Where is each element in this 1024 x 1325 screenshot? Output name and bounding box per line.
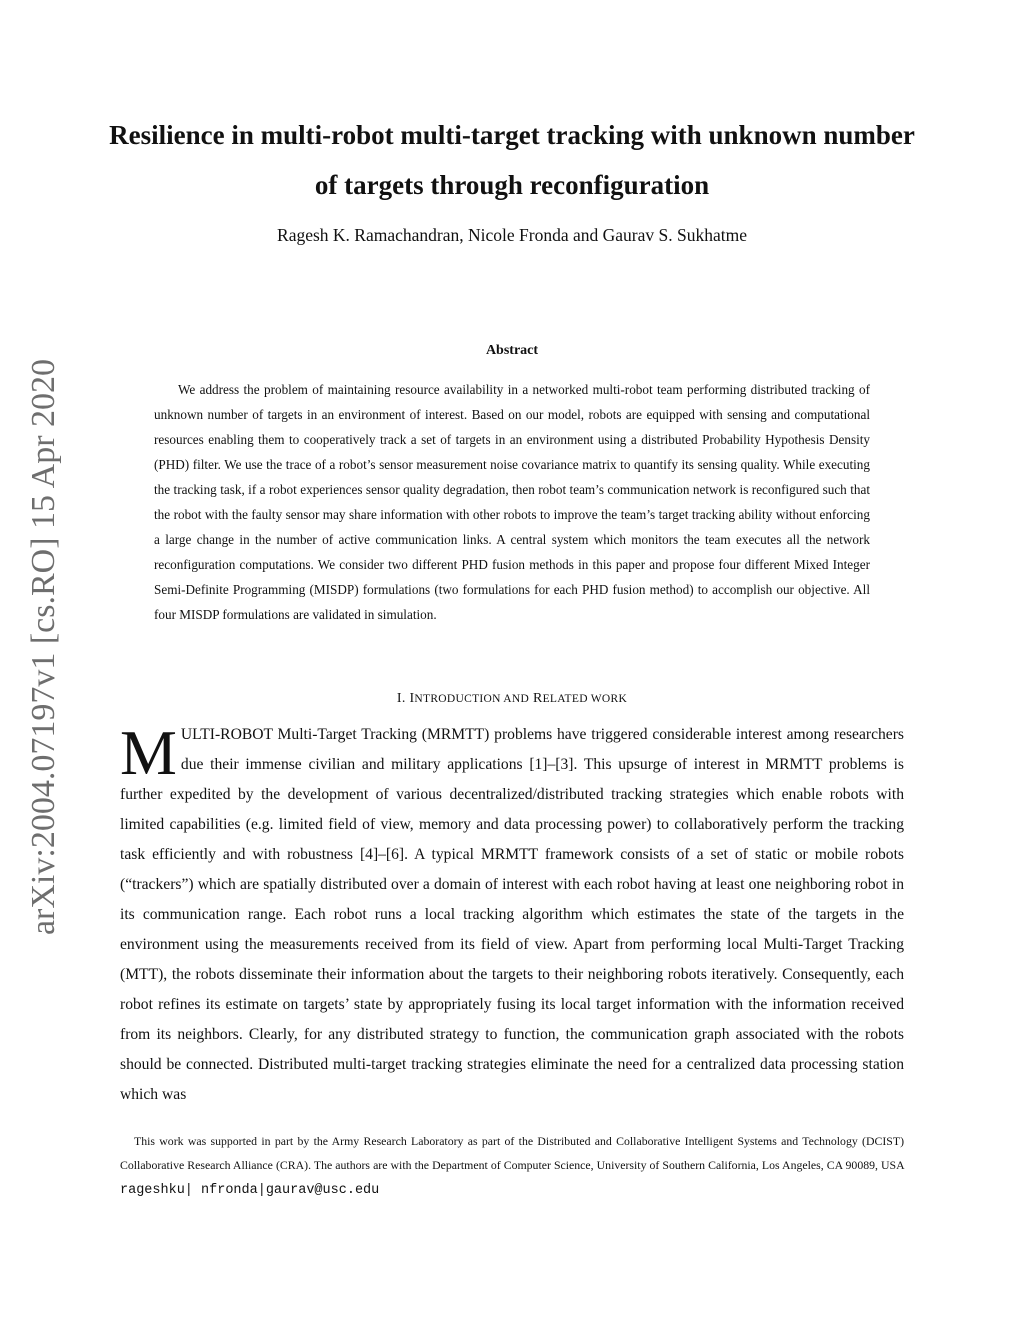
abstract-heading: Abstract [485, 343, 539, 358]
footnote-text: This work was supported in part by the Army Research Laboratory as part of the Distributed and Collaborative Intelligent Systems and Technology (DCIST) Collaborative Research Alliance (CRA). The authors are with the Department of Computer Science, University of Southern California, Los Angeles, CA 90089, USA [120, 1134, 904, 1172]
intro-paragraph [120, 717, 904, 1110]
footnote [120, 1129, 904, 1203]
section-title-elated: ELATED WORK [542, 693, 628, 705]
abstract-text: We address the problem of maintaining resource availability in a networked multi-robot team performing distributed tracking of unknown number of targets in an environment of interest. Based on our model, robots are equipped with sensing and computational resources enabling them to cooperatively track a set of targets in an environment using a distributed Probability Hypothesis Density (PHD) filter. We use the trace of a robot’s sensor measurement noise covariance matrix to quantify its sensing quality. While executing the tracking task, if a robot experiences sensor quality degradation, then robot team’s communication network is reconfigured such that the robot with the faulty sensor may share information with other robots to improve the team’s target tracking ability without enforcing a large change in the number of active communication links. A central system which monitors the team executes all the network reconfiguration computations. We consider two different PHD fusion methods in this paper and propose four different Mixed Integer Semi-Definite Programming (MISDP) formulations (two formulations for each PHD fusion method) to accomplish our objective. All four MISDP formulations are validated in simulation. [154, 382, 870, 622]
paper-title: Resilience in multi-robot multi-target tracking with unknown number of targets through reconfiguration [109, 120, 915, 200]
author-emails: rageshku| nfronda|gaurav@usc.edu [120, 1183, 380, 1198]
section-title-ntroduction: NTRODUCTION AND [414, 693, 530, 705]
section-title-r: R [532, 691, 543, 706]
dropcap-letter: M [120, 717, 177, 788]
section-title-i: I [409, 691, 415, 706]
section-heading [100, 688, 924, 710]
author-list: Ragesh K. Ramachandran, Nicole Fronda and Gaurav S. Sukhatme [277, 225, 747, 245]
intro-text: ULTI-ROBOT Multi-Target Tracking (MRMTT) problems have triggered considerable interest among researchers due their immense civilian and military applications [1]–[3]. This upsurge of interest in MRMTT problems is further expedited by the development of various decentralized/distributed tracking strategies which enable robots with limited capabilities (e.g. limited field of view, memory and data processing power) to collaboratively perform the tracking task efficiently and with robustness [4]–[6]. A typical MRMTT framework consists of a set of static or mobile robots (“trackers”) which are spatially distributed over a domain of interest with each robot having at least one neighboring robot in its communication range. Each robot runs a local tracking algorithm which estimates the state of the targets in the environment using the measurements received from its field of view. Apart from performing local Multi-Target Tracking (MTT), the robots disseminate their information about the targets to their neighboring robots iteratively. Consequently, each robot refines its estimate on targets’ state by appropriately fusing its local target information with the information received from its neighbors. Clearly, for any distributed strategy to function, the communication graph associated with the robots should be connected. Distributed multi-target tracking strategies eliminate the need for a centralized data processing station which was [120, 726, 904, 1103]
arxiv-identifier-stamp: arXiv:2004.07197v1 [cs.RO] 15 Apr 2020 [25, 358, 62, 936]
section-number: I. [396, 691, 406, 706]
